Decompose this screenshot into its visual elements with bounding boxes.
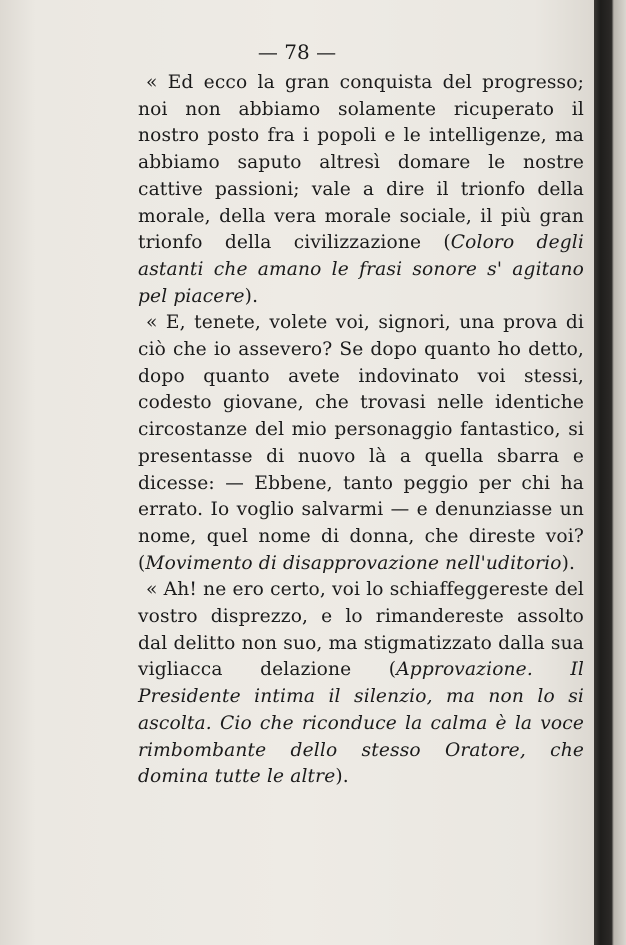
page-number: — 78 —	[257, 40, 337, 64]
paragraph-2-stage-direction: Movimento di disapprovazione nell'uditorio	[145, 552, 562, 574]
paragraph-3-text: « Ah! ne ero certo, voi lo schiaffeggereste del vostro disprezzo, e lo rimandereste assolto dal delitto non suo, ma stigmatizzato dalla sua vigliacca delazione (	[138, 579, 584, 681]
paragraph-2-tail: ).	[561, 552, 576, 574]
paragraph-2-text: « E, tenete, volete voi, signori, una prova di ciò che io assevero? Se dopo quanto ho detto, dopo quanto avete indovinato voi stessi, codesto giovane, che trovasi nelle identiche circostanze del mio personaggio fantastico, si presentasse di nuovo là a quella sbarra e dicesse: — Ebbene, tanto peggio per chi ha errato. Io voglio salvarmi — e denunziasse un nome, quel nome di donna, che direste voi? (	[138, 312, 584, 574]
paragraph-2	[138, 310, 584, 577]
paragraph-3-stage-direction: Approvazione. Il Presidente intima il silenzio, ma non lo si ascolta. Cio che riconduce la calma è la voce rimbombante dello stesso Oratore, che domina tutte le altre	[138, 659, 584, 788]
paragraph-1-text: « Ed ecco la gran conquista del progresso; noi non abbiamo solamente ricuperato il nostro posto fra i popoli e le intelligenze, ma abbiamo saputo altresì domare le nostre cattive passioni; vale a dire il trionfo della morale, della vera morale sociale, il più gran trionfo della civilizzazione (	[138, 72, 584, 254]
paragraph-3	[138, 577, 584, 791]
paragraph-1-stage-direction: Coloro degli astanti che amano le frasi sonore s' agitano pel piacere	[138, 232, 584, 307]
book-spine-edge	[594, 0, 626, 945]
paragraph-1	[138, 70, 584, 310]
body-text	[138, 70, 584, 791]
paragraph-3-tail: ).	[335, 766, 349, 788]
paragraph-1-tail: ).	[244, 285, 259, 307]
